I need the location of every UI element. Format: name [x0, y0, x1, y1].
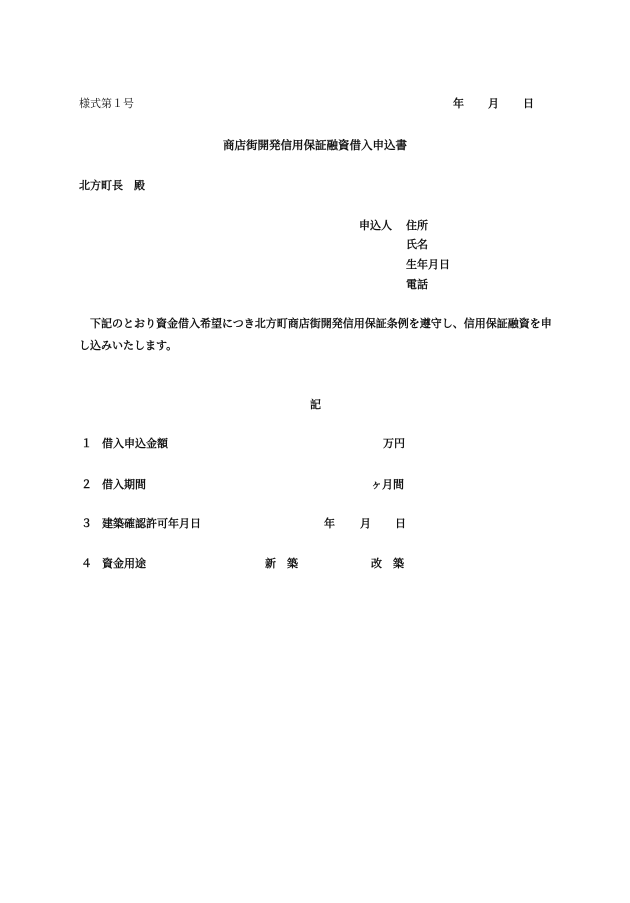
item-month-label: 月	[360, 517, 371, 530]
date-day-label: 日	[523, 97, 534, 110]
applicant-field-phone: 電話	[406, 278, 428, 291]
item-number: ３	[81, 517, 92, 530]
applicant-field-name: 氏名	[406, 238, 428, 251]
item-label-building-permit-date: 建築確認許可年月日	[102, 517, 201, 530]
applicant-label: 申込人	[359, 219, 392, 232]
item-label-loan-period: 借入期間	[102, 478, 146, 491]
document-title: 商店街開発信用保証融資借入申込書	[223, 138, 407, 152]
item-day-label: 日	[395, 517, 406, 530]
addressee: 北方町長 殿	[79, 179, 145, 192]
item-label-fund-use: 資金用途	[102, 557, 146, 570]
item-unit-man-yen: 万円	[383, 437, 405, 450]
option-new-construction: 新 築	[265, 557, 298, 570]
date-month-label: 月	[488, 97, 499, 110]
option-renovation: 改 築	[371, 557, 404, 570]
item-number: ４	[81, 557, 92, 570]
item-unit-months: ヶ月間	[371, 478, 404, 491]
ki-heading: 記	[310, 398, 321, 411]
item-label-loan-amount: 借入申込金額	[102, 437, 168, 450]
date-year-label: 年	[453, 97, 464, 110]
applicant-field-address: 住所	[406, 219, 428, 232]
item-year-label: 年	[324, 517, 335, 530]
body-paragraph: 下記のとおり資金借入希望につき北方町商店街開発信用保証条例を遵守し、信用保証融資を申し込みいたします。	[79, 317, 552, 352]
form-number: 様式第１号	[79, 97, 134, 110]
item-number: １	[81, 437, 92, 450]
item-number: ２	[81, 478, 92, 491]
applicant-field-birthdate: 生年月日	[406, 258, 450, 271]
